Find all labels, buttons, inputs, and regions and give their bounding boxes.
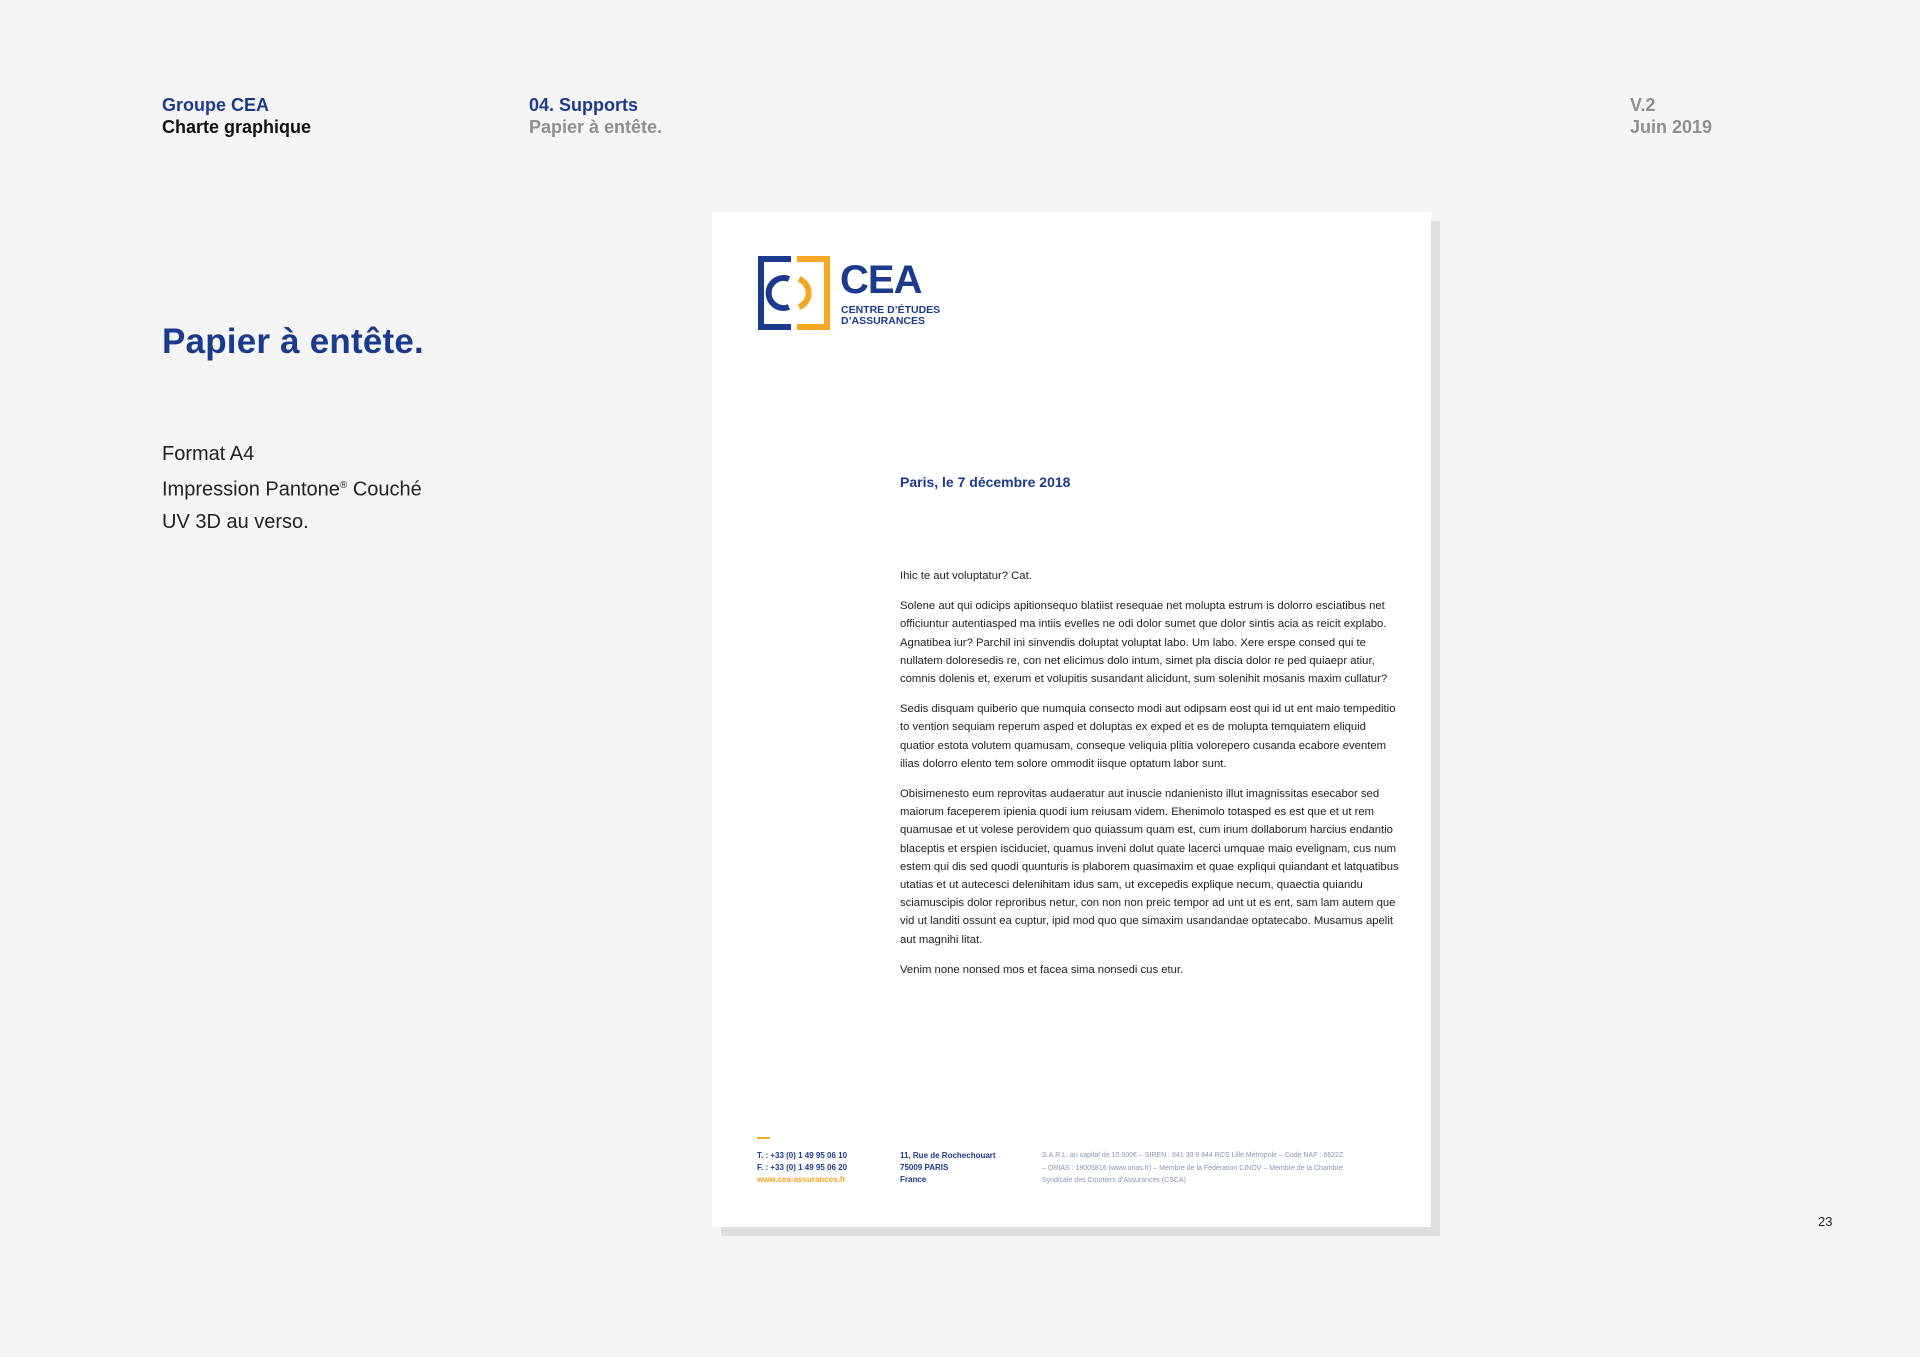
letter-body (900, 567, 1400, 991)
footer-country: France (900, 1175, 927, 1184)
footer-legal-line: S.A.R.L. au capital de 10.000€ – SIREN : 841 30 8 844 RCS Lille Métropole – Code NAF : 6622Z (1042, 1152, 1344, 1159)
footer-phone: T. : +33 (0) 1 49 95 06 10 (757, 1151, 848, 1160)
header-brand (162, 94, 311, 138)
page-title: Papier à entête. (162, 322, 424, 361)
header-section (529, 94, 662, 138)
footer-city: 75009 PARIS (900, 1163, 949, 1172)
page-number: 23 (1818, 1214, 1833, 1229)
footer-address (900, 1150, 996, 1186)
footer-accent-rule (757, 1137, 770, 1139)
print-specs (162, 438, 422, 538)
footer-fax: F. : +33 (0) 1 49 95 06 20 (757, 1163, 848, 1172)
spec-format: Format A4 (162, 443, 255, 465)
header-group-name: Groupe CEA (162, 95, 270, 115)
header-date: Juin 2019 (1630, 117, 1713, 137)
header-document-name: Charte graphique (162, 117, 312, 137)
header-subsection: Papier à entête. (529, 117, 663, 137)
letterhead-sheet (712, 212, 1431, 1227)
spec-printing: Impression Pantone® Couché (162, 478, 422, 501)
footer-street: 11, Rue de Rochechouart (900, 1151, 996, 1160)
logo-tagline-line1: CENTRE D’ÉTUDES (841, 304, 941, 316)
footer-contact (757, 1150, 847, 1186)
header-version-number: V.2 (1630, 95, 1656, 115)
header-chapter: 04. Supports (529, 95, 639, 115)
letter-paragraph: Obisimenesto eum reprovitas audaeratur aut inuscie ndanienisto illut imagnissitas esecabor sed maiorum faceperem ipienia quodi ium reiusam videm. Ehenimolo totasped es est que et ut rem quamusae et ut volese perovidem quo quiassum quam est, cum inum dollaborum harcius endantio blaceptis et erspien isciduciet, quamus inveni dolut quate lacerci umquae maio evelignam, cus num estem qui dis sed quodi quunturis is plaborem quasimaxim et quae expliqui quiandant et latquatibus utatias et ut autecesci delenihitam idus sam, ut excepedis explique necum, quaectia quiandu sciamuscipis dolor reproribus netur, con non non preic tempor ad unt ut es ent, sam lam autem que vid ut landiti ossunt ea cuptur, ipid mod quo que simaxim usandandae optatecabo. Musamus apelit aut magnihi litat. (900, 788, 1399, 946)
registered-mark: ® (339, 480, 348, 491)
letter-paragraph: Venim none nonsed mos et facea sima nonsedi cus etur. (900, 963, 1184, 976)
header-version (1630, 94, 1712, 138)
footer-website-link[interactable]: www.cea-assurances.fr (757, 1175, 846, 1184)
letter-paragraph: Solene aut qui odicips apitionsequo blatiist resequae net molupta estrum is dolorro esciatibus net officiuntur autentiasped ma intiis evelles ne odi dolor sumet que dolor sintis acia as reicit explabo. Agnatibea iur? Parchil ini sinvendis doluptat voluptat labo. Um labo. Xere erspe consed qui te nullatem doloresedis re, con net elicimus dolo intum, simet pla discia dolor re ped quiaepr atiur, comnis dolenis et, exerum et volupitis susandant alicidunt, sum solenihit mosanis maxim cullatur? (900, 600, 1388, 686)
logo-tagline-line2: D’ASSURANCES (841, 315, 926, 327)
letter-paragraph: Sedis disquam quiberio que numquia consecto modi aut odipsam eost qui id ut ent maio tempeditio to vention sequiam reperum asped et doluptas ex exped et es de molupta temquiatem eliquid quatior estota volutem quamusam, conseque veliquia plitia volorepero cusanda ecabore eventem ilias dolorro elento tem solore ommodit iisque optatum labor sunt. (900, 703, 1396, 770)
cea-bracket-logo-icon (757, 256, 831, 330)
footer-legal-line: – ORIAS : 18005816 (www.orias.fr) – Membre de la Fédération CINOV – Membre de la Chambre (1042, 1164, 1343, 1172)
spec-finish: UV 3D au verso. (162, 510, 309, 533)
letter-paragraph: Ihic te aut voluptatur? Cat. (900, 570, 1032, 582)
footer-legal-mentions (1042, 1150, 1397, 1188)
footer-legal-line: Syndicale des Courtiers d’Assurances (CSCA) (1042, 1177, 1186, 1184)
letter-date: Paris, le 7 décembre 2018 (900, 474, 1071, 490)
logo-wordmark: CEA (840, 258, 922, 302)
